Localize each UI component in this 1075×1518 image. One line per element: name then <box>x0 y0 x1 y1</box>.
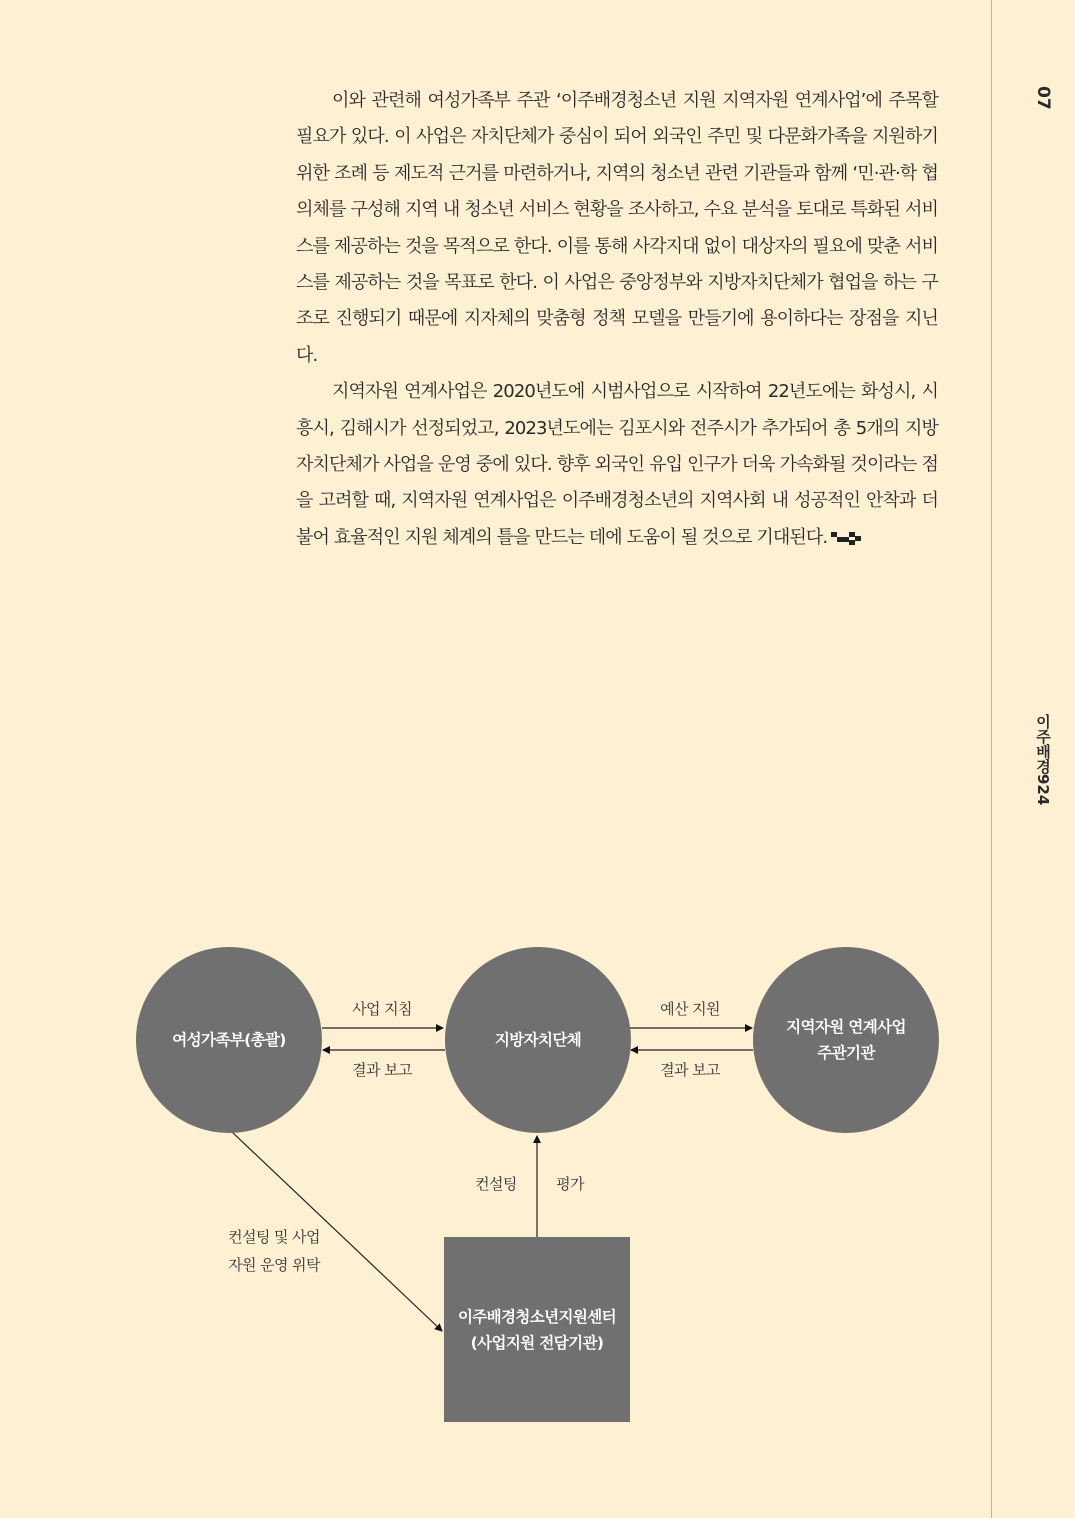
paragraph-1: 이와 관련해 여성가족부 주관 ‘이주배경청소년 지원 지역자원 연계사업’에 주목할 필요가 있다. 이 사업은 자치단체가 중심이 되어 외국인 주민 및 다문화가족을 지원하기 위한 조례 등 제도적 근거를 마련하거나, 지역의 청소년 관련 기관들과 함께 ‘민·관·학 협의체를 구성해 지역 내 청소년 서비스 현황을 조사하고, 수요 분석을 토대로 특화된 서비스를 제공하는 것을 목적으로 한다. 이를 통해 사각지대 없이 대상자의 필요에 맞춘 서비스를 제공하는 것을 목표로 한다. 이 사업은 중앙정부와 지방자치단체가 협업을 하는 구조로 진행되기 때문에 지자체의 맞춤형 정책 모델을 만들기에 용이하다는 장점을 지닌다. <box>296 90 938 366</box>
node-ministry-label: 여성가족부(총괄) <box>172 1031 286 1049</box>
edge-label-delegation <box>214 1223 334 1279</box>
edge-label-budget: 예산 지원 <box>660 1000 720 1018</box>
node-lead-agency-label-1: 지역자원 연계사업 <box>786 1018 906 1036</box>
edge-label-delegation-1: 컨설팅 및 사업 <box>228 1228 320 1246</box>
edge-label-consulting: 컨설팅 <box>475 1175 517 1193</box>
node-lead-agency <box>753 947 939 1133</box>
node-support-center-label-1: 이주배경청소년지원센터 <box>457 1307 617 1326</box>
magazine-title: 이주배경924 <box>1034 714 1052 806</box>
edge-label-guideline: 사업 지침 <box>352 1000 412 1018</box>
edge-label-evaluation: 평가 <box>556 1175 584 1193</box>
paragraph-2-text: 지역자원 연계사업은 2020년도에 시범사업으로 시작하여 22년도에는 화성시, 시흥시, 김해시가 선정되었고, 2023년도에는 김포시와 전주시가 추가되어 총 5개의 지방자치단체가 사업을 운영 중에 있다. 향후 외국인 유입 인구가 더욱 가속화될 것이라는 점을 고려할 때, 지역자원 연계사업은 이주배경청소년의 지역사회 내 성공적인 안착과 더불어 효율적인 지원 체계의 틀을 만드는 데에 도움이 될 것으로 기대된다. <box>296 381 938 548</box>
page-number: 07 <box>1033 86 1053 110</box>
program-structure-diagram <box>0 930 1075 1450</box>
node-lead-agency-label-2: 주관기관 <box>817 1044 875 1062</box>
article-body <box>296 83 938 556</box>
edge-label-report-left: 결과 보고 <box>352 1061 412 1079</box>
node-support-center <box>444 1237 630 1422</box>
end-of-article-icon <box>831 530 865 546</box>
edge-label-report-right: 결과 보고 <box>660 1061 720 1079</box>
node-ministry <box>136 947 322 1133</box>
node-local-government-label: 지방자치단체 <box>494 1031 582 1049</box>
node-support-center-label-2: (사업지원 전담기관) <box>470 1333 604 1352</box>
node-local-government <box>445 947 631 1133</box>
paragraph-2 <box>296 374 938 556</box>
edge-label-delegation-2: 자원 운영 위탁 <box>228 1256 320 1274</box>
